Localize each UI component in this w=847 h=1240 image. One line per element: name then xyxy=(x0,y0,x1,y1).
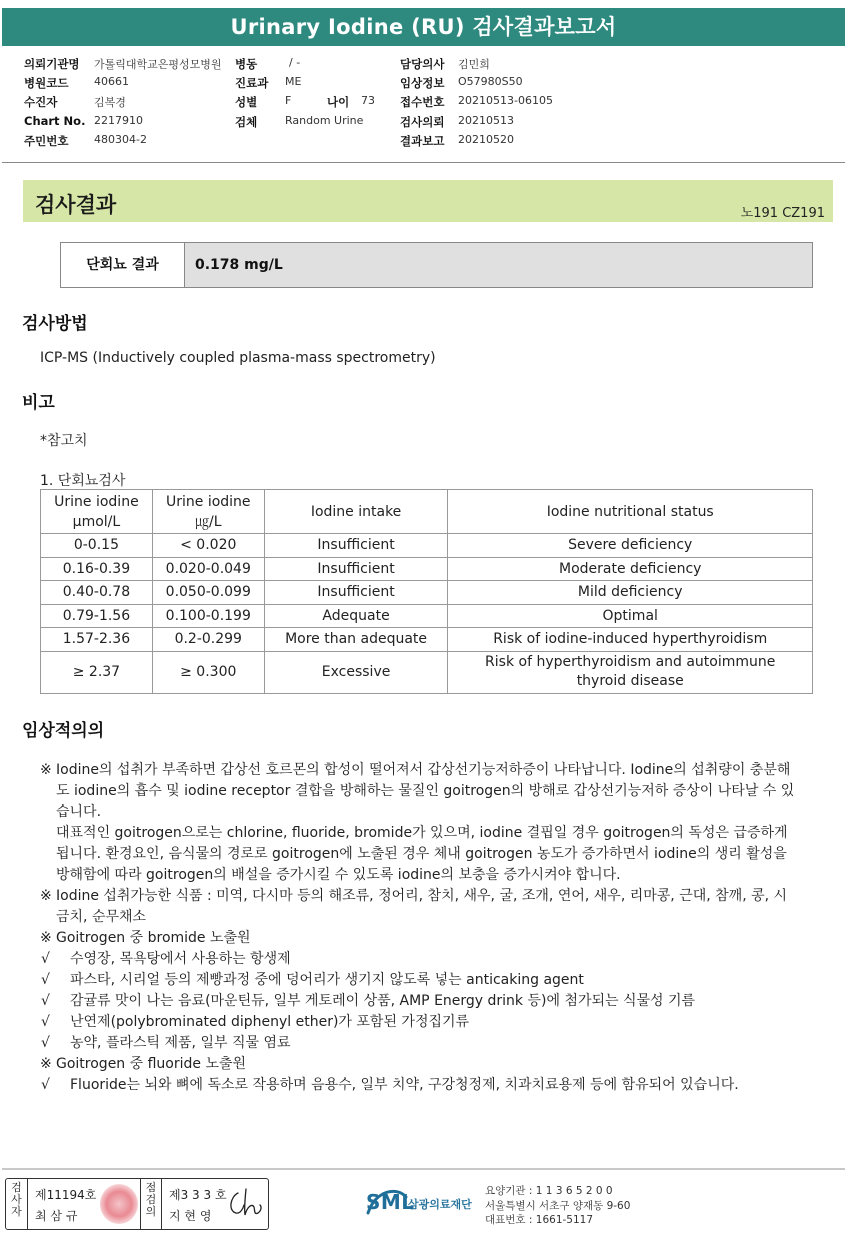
table-cell: 0.40-0.78 xyxy=(41,581,153,605)
inspector-label: 검사자 xyxy=(6,1179,28,1229)
inspector-no: 제11194호 xyxy=(35,1188,97,1202)
table-row xyxy=(41,651,813,693)
table-cell: 0.050-0.099 xyxy=(152,581,264,605)
table-cell: Excessive xyxy=(264,651,448,693)
institution-value: 가톨릭대학교은평성모병원 xyxy=(94,58,222,71)
info-row-2 xyxy=(24,75,824,93)
list-item xyxy=(40,991,800,1012)
table-cell: Optimal xyxy=(448,604,813,628)
clinical-info-label: 임상정보 xyxy=(400,76,445,90)
report-title: Urinary Iodine (RU) 검사결과보고서 xyxy=(2,8,845,46)
clinical-para-1b: 대표적인 goitrogen으로는 chlorine, fluoride, bromide가 있으며, iodine 결핍일 경우 goitrogen의 독성은 급증하게 됩니다. 환경요인, 음식물의 경로로 goitrogen에 노출된 경우 체내 goitrogen 농도가 증가하면서 iodine의 생리 활성을 방해함에 따라 goitrogen의 배설을 증가시킬 수 있도록 iodine의 보충을 증가시켜야 합니다. xyxy=(56,825,788,883)
note-mark: ※ xyxy=(40,762,52,778)
result-box xyxy=(60,242,813,288)
result-section-title: 검사결과 xyxy=(35,193,117,217)
result-label: 단회뇨 결과 xyxy=(61,243,185,287)
footer-divider xyxy=(2,1168,845,1170)
result-header xyxy=(23,180,833,222)
request-date-value: 20210513 xyxy=(458,114,514,127)
table-row xyxy=(41,557,813,581)
inspector-seal-icon xyxy=(100,1184,138,1224)
sml-logo-text: SML xyxy=(366,1190,415,1214)
table-cell: Insufficient xyxy=(264,534,448,558)
table-cell: Moderate deficiency xyxy=(448,557,813,581)
check-icon: √ xyxy=(41,972,50,988)
clinical-paragraph xyxy=(40,1054,800,1075)
list-item xyxy=(40,949,800,970)
note-mark: ※ xyxy=(40,1056,52,1072)
clinical-significance xyxy=(40,760,800,1096)
reference-label: *참고치 xyxy=(40,433,88,449)
examinee-value: 김복경 xyxy=(94,96,126,109)
age-label: 나이 xyxy=(327,95,350,109)
note-mark: ※ xyxy=(40,888,52,904)
table-row xyxy=(41,604,813,628)
header-umol xyxy=(41,490,153,534)
table-cell: < 0.020 xyxy=(152,534,264,558)
bromide-item: 농약, 플라스틱 제품, 일부 직물 염료 xyxy=(70,1035,291,1051)
bromide-item: 난연제(polybrominated diphenyl ether)가 포함된 가정집기류 xyxy=(70,1014,470,1030)
table-row xyxy=(41,534,813,558)
hospital-code-label: 병원코드 xyxy=(24,76,69,90)
clinical-paragraph xyxy=(40,823,800,886)
lab-phone: 대표번호 : 1661-5117 xyxy=(485,1214,594,1226)
list-item xyxy=(40,1033,800,1054)
clinical-para-1: Iodine의 섭취가 부족하면 갑상선 호르몬의 합성이 떨어져서 갑상선기능저하증이 나타납니다. Iodine의 섭취량이 충분해도 iodine의 흡수 및 iodine receptor 결합을 방해하는 물질인 goitrogen의 방해로 갑상선기능저하 증상이 나타날 수 있습니다. xyxy=(56,762,795,820)
lab-info xyxy=(485,1184,630,1228)
table-cell: 1.57-2.36 xyxy=(41,628,153,652)
fluoride-item: Fluoride는 뇌와 뼈에 독소로 작용하며 음용수, 일부 치약, 구강청정제, 치과치료용제 등에 함유되어 있습니다. xyxy=(70,1077,739,1093)
header-ug-line2: ㎍/L xyxy=(195,513,222,530)
header-umol-line1: Urine iodine xyxy=(54,493,139,510)
method-section-title: 검사방법 xyxy=(22,314,88,334)
list-item xyxy=(40,1012,800,1033)
bromide-item: 감귤류 맛이 나는 음료(마운틴듀, 일부 게토레이 상품, AMP Energy drink 등)에 첨가되는 식물성 기름 xyxy=(70,993,696,1009)
reviewer-name: 지 현 영 xyxy=(169,1209,212,1223)
method-text: ICP-MS (Inductively coupled plasma-mass spectrometry) xyxy=(40,350,436,366)
report-date-value: 20210520 xyxy=(458,133,514,146)
reviewer-no: 제3 3 3 호 xyxy=(169,1188,227,1202)
remarks-section-title: 비고 xyxy=(22,393,55,413)
header-status: Iodine nutritional status xyxy=(448,490,813,534)
reference-table xyxy=(40,489,813,694)
list-item xyxy=(40,970,800,991)
sex-label: 성별 xyxy=(235,95,258,109)
table-cell: 0.79-1.56 xyxy=(41,604,153,628)
table-cell: 0.16-0.39 xyxy=(41,557,153,581)
table-cell: Mild deficiency xyxy=(448,581,813,605)
id-value: 480304-2 xyxy=(94,133,147,146)
check-icon: √ xyxy=(41,993,50,1009)
table-cell: Risk of iodine-induced hyperthyroidism xyxy=(448,628,813,652)
clinical-paragraph xyxy=(40,886,800,928)
info-divider xyxy=(2,162,845,163)
list-item xyxy=(40,1075,800,1096)
age-value: 73 xyxy=(361,94,375,107)
chart-no-value: 2217910 xyxy=(94,114,143,127)
receipt-no-label: 접수번호 xyxy=(400,95,445,109)
check-icon: √ xyxy=(41,1035,50,1051)
examinee-label: 수진자 xyxy=(24,95,58,109)
clinical-info-value: O57980S50 xyxy=(458,75,523,88)
table-cell: More than adequate xyxy=(264,628,448,652)
ward-value: / - xyxy=(289,56,301,69)
table-cell: 0.100-0.199 xyxy=(152,604,264,628)
clinical-paragraph xyxy=(40,928,800,949)
org-name: 삼광의료재단 xyxy=(408,1198,472,1211)
signature-box xyxy=(5,1178,269,1230)
info-row-1 xyxy=(24,56,824,74)
ward-label: 병동 xyxy=(235,57,258,71)
table-header-row xyxy=(41,490,813,534)
table-cell: Insufficient xyxy=(264,557,448,581)
table-row xyxy=(41,581,813,605)
info-row-5 xyxy=(24,133,824,151)
header-ug-line1: Urine iodine xyxy=(165,493,251,510)
clinical-section-title: 임상적의의 xyxy=(22,721,105,741)
receipt-no-value: 20210513-06105 xyxy=(458,94,553,107)
note-mark: ※ xyxy=(40,930,52,946)
care-institution: 요양기관 : 1 1 3 6 5 2 0 0 xyxy=(485,1185,613,1197)
check-icon: √ xyxy=(41,1077,50,1093)
check-icon: √ xyxy=(41,1014,50,1030)
table-caption: 1. 단회뇨검사 xyxy=(40,473,126,489)
clinical-paragraph xyxy=(40,760,800,823)
table-cell: 0.2-0.299 xyxy=(152,628,264,652)
bromide-item: 파스타, 시리얼 등의 제빵과정 중에 덩어리가 생기지 않도록 넣는 anticaking agent xyxy=(70,972,584,988)
table-cell: 0-0.15 xyxy=(41,534,153,558)
signature-icon xyxy=(226,1185,264,1221)
table-cell: Severe deficiency xyxy=(448,534,813,558)
chart-no-label: Chart No. xyxy=(24,114,86,128)
report-date-label: 결과보고 xyxy=(400,134,445,148)
table-cell: ≥ 0.300 xyxy=(152,651,264,693)
specimen-label: 검체 xyxy=(235,115,258,129)
department-value: ME xyxy=(285,75,302,88)
table-row xyxy=(41,628,813,652)
specimen-value: Random Urine xyxy=(285,114,364,127)
institution-label: 의뢰기관명 xyxy=(24,57,80,71)
header-ug xyxy=(152,490,264,534)
table-cell: Risk of hyperthyroidism and autoimmune thyroid disease xyxy=(448,651,813,693)
department-label: 진료과 xyxy=(235,76,269,90)
doctor-label: 담당의사 xyxy=(400,57,445,71)
info-row-3 xyxy=(24,94,824,112)
table-cell: Adequate xyxy=(264,604,448,628)
result-value: 0.178 mg/L xyxy=(185,243,812,287)
clinical-para-2: Iodine 섭취가능한 식품 : 미역, 다시마 등의 해조류, 정어리, 참치, 새우, 굴, 조개, 연어, 새우, 리마콩, 근대, 참깨, 콩, 시금치, 순무채소 xyxy=(56,888,788,925)
inspector-name: 최 삼 규 xyxy=(35,1209,78,1223)
patient-info xyxy=(24,56,824,156)
table-cell: ≥ 2.37 xyxy=(41,651,153,693)
id-label: 주민번호 xyxy=(24,134,69,148)
check-icon: √ xyxy=(41,951,50,967)
table-cell: 0.020-0.049 xyxy=(152,557,264,581)
doctor-value: 김민희 xyxy=(458,58,490,71)
clinical-para-4: Goitrogen 중 fluoride 노출원 xyxy=(56,1056,247,1072)
info-row-4 xyxy=(24,114,824,132)
clinical-para-3: Goitrogen 중 bromide 노출원 xyxy=(56,930,251,946)
hospital-code-value: 40661 xyxy=(94,75,129,88)
lab-address: 서울특별시 서초구 양재동 9-60 xyxy=(485,1199,631,1212)
sex-value: F xyxy=(285,94,292,107)
request-date-label: 검사의뢰 xyxy=(400,115,445,129)
table-cell: Insufficient xyxy=(264,581,448,605)
header-umol-line2: μmol/L xyxy=(72,513,121,530)
result-code: 노191 CZ191 xyxy=(740,206,825,221)
bromide-item: 수영장, 목욕탕에서 사용하는 항생제 xyxy=(70,951,291,967)
reviewer-label: 점검의 xyxy=(140,1179,162,1229)
header-intake: Iodine intake xyxy=(264,490,448,534)
